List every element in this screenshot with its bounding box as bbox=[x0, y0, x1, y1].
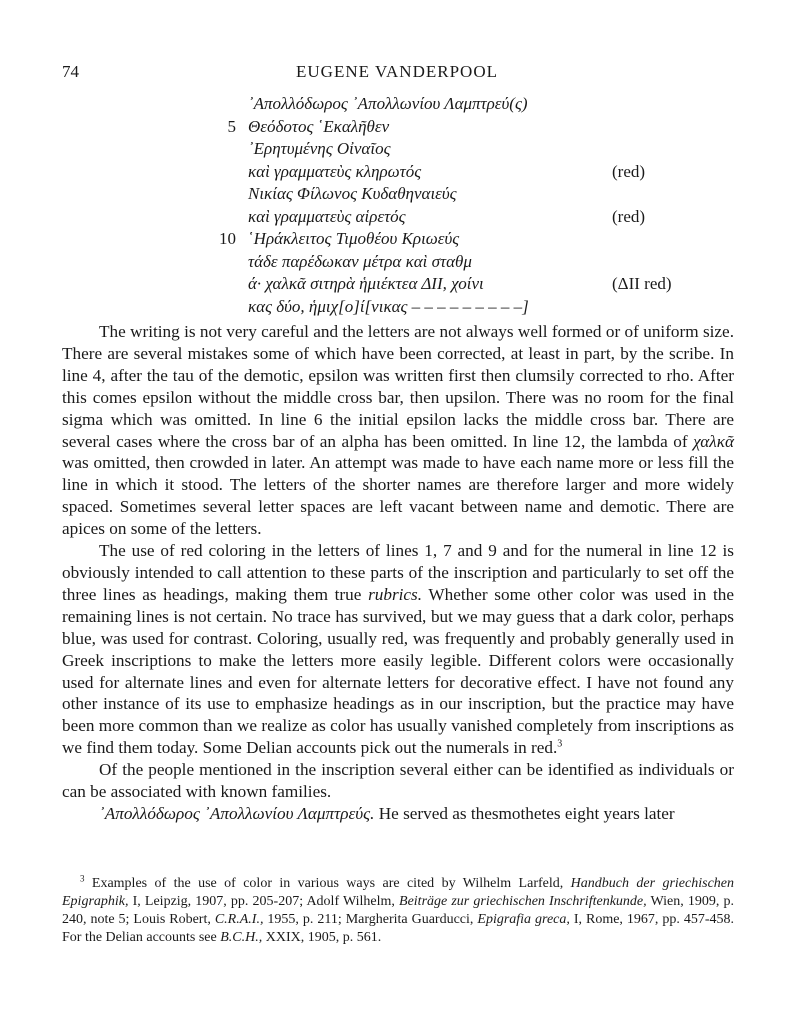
footnote-title: Handbuch der griechischen Epigraphik, bbox=[62, 876, 734, 909]
paragraph-text: The writing is not very careful and the letters are not always well formed or of uniform size. There are several mistakes some of which have been corrected, at least in part, by the scribe. In line 4, after the tau of the demotic, epsilon was written first then clumsily corrected to rho. After this comes epsilon without the middle cross bar, then upsilon. There was no room for the final sigma which was omitted. In line 6 the initial epsilon lacks the middle cross bar. There are several cases where the cross bar of an alpha has been omitted. In line 12, the lambda of bbox=[62, 322, 734, 451]
line-number: 10 bbox=[219, 229, 236, 248]
footnote-segment: I, Leipzig, 1907, pp. 205-207; Adolf Wilhelm, bbox=[132, 894, 395, 909]
inscription-line bbox=[0, 252, 794, 275]
running-head: EUGENE VANDERPOOL bbox=[296, 62, 498, 81]
inscription-line bbox=[0, 94, 794, 117]
footnote-segment: XXIX, 1905, p. 561. bbox=[265, 930, 382, 945]
line-number: 5 bbox=[227, 116, 236, 136]
footnote-segment: I, Rome, 1967, pp. 457-458. For the Delian accounts see bbox=[62, 912, 734, 945]
footnote-title: C.R.A.I., bbox=[214, 912, 264, 927]
greek-line: καὶ γραμματεὺς κληρωτός bbox=[248, 161, 422, 181]
inscription-line bbox=[0, 184, 794, 207]
footnote bbox=[62, 875, 734, 947]
paragraph bbox=[62, 540, 734, 759]
greek-line: ά· χαλκᾶ σιτηρὰ ἡμιέκτεα ΔΙΙ, χοίνι bbox=[248, 274, 484, 293]
inscription-line bbox=[0, 162, 794, 185]
inscription-text bbox=[0, 94, 794, 319]
greek-name: ᾿Απολλόδωρος ᾿Απολλωνίου Λαμπτρεύς. bbox=[99, 803, 375, 823]
paragraph bbox=[62, 321, 734, 540]
body-text bbox=[62, 321, 734, 825]
inscription-line bbox=[0, 207, 794, 230]
paragraph-text: was omitted, then crowded in later. An attempt was made to have each name more or less fill the line in which it stood. The letters of the shorter names are therefore larger and more widely spaced. Sometimes several letter spaces are left vacant between name and demotic. There are apices on some of the letters. bbox=[62, 453, 734, 539]
greek-line: κας δύο, ἡμιχ[ο]ί[νικας – – – – – – – – –] bbox=[248, 296, 529, 316]
inscription-line bbox=[0, 117, 794, 140]
footnote-title: Epigrafia greca, bbox=[477, 912, 570, 927]
greek-line: ᾿Ερητυμένης Οἰναῖος bbox=[248, 139, 391, 158]
inscription-line bbox=[0, 274, 794, 297]
footnote-text bbox=[62, 875, 734, 947]
page-number: 74 bbox=[62, 62, 79, 81]
inscription-line bbox=[0, 139, 794, 162]
footnote-mark: 3 bbox=[80, 873, 85, 884]
color-note: (red) bbox=[612, 206, 646, 226]
footnote-title: B.C.H., bbox=[220, 930, 263, 945]
footnote-segment: Wien, 1909, p. 240, note 5; Louis Robert, bbox=[62, 894, 735, 927]
greek-line: ᾿Απολλόδωρος ᾿Απολλωνίου Λαμπτρεύ(ς) bbox=[248, 94, 528, 113]
paragraph-text: The use of red coloring in the letters of lines 1, 7 and 9 and for the numeral in line 12 is obviously intended to call attention to these parts of the inscription and particularly to set off the three lines as headings, making them true bbox=[62, 541, 734, 604]
paragraph-text: Whether some other color was used in the remaining lines is not certain. No trace has survived, but we may guess that a dark color, perhaps blue, was used for contrast. Coloring, usually red, was frequently and probably generally used in Greek inscriptions to make the letters more easily legible. Different colors were occasionally used for alternate lines and even for alternate letters for decorative effect. I have not found any other instance of its use to emphasize headings as in our inscription, but the practice may have been more common than we realize as color has usually vanished completely from inscriptions as we find them today. Some Delian accounts pick out the numerals in red. bbox=[62, 584, 734, 758]
paragraph-text: He served as thesmothetes eight years later bbox=[378, 803, 675, 823]
color-note: (ΔΙΙ red) bbox=[612, 274, 672, 293]
italic-term: rubrics. bbox=[368, 584, 423, 604]
color-note: (red) bbox=[612, 161, 646, 181]
greek-line: Θεόδοτος ῾Εκαλῆθεν bbox=[248, 116, 390, 136]
footnote-segment: Examples of the use of color in various ways are cited by Wilhelm Larfeld, bbox=[91, 876, 564, 891]
footnote-reference[interactable]: 3 bbox=[557, 738, 563, 750]
paragraph bbox=[62, 803, 734, 825]
greek-line: τάδε παρέδωκαν μέτρα καὶ σταθμ bbox=[248, 251, 472, 271]
footnote-segment: 1955, p. 211; Margherita Guarducci, bbox=[267, 912, 474, 927]
greek-word: χαλκᾶ bbox=[693, 431, 735, 451]
greek-line: καὶ γραμματεὺς αἱρετός bbox=[248, 206, 406, 226]
footnote-title: Beiträge zur griechischen Inschriftenkunde, bbox=[399, 894, 647, 909]
inscription-line bbox=[0, 297, 794, 320]
paragraph bbox=[62, 759, 734, 803]
paragraph-text: Of the people mentioned in the inscription several either can be identified as individuals or can be associated with known families. bbox=[62, 760, 734, 802]
inscription-line bbox=[0, 229, 794, 252]
greek-line: Νικίας Φίλωνος Κυδαθηναιεύς bbox=[248, 184, 457, 203]
greek-line: ῾Ηράκλειτος Τιμοθέου Κριωεύς bbox=[248, 229, 460, 248]
